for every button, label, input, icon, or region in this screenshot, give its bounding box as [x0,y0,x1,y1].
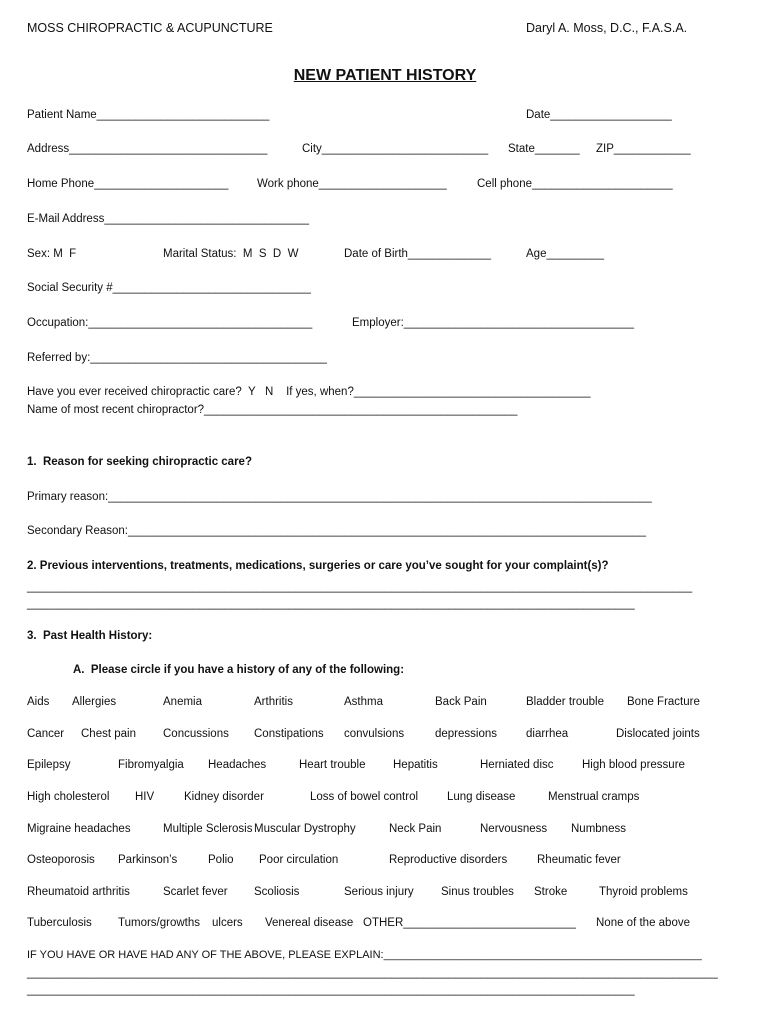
condition-item[interactable]: Osteoporosis [27,854,95,866]
condition-item[interactable]: convulsions [344,728,405,740]
condition-item[interactable]: Kidney disorder [184,791,264,803]
condition-item[interactable]: Tumors/growths [118,917,201,929]
condition-item[interactable]: Stroke [534,886,568,898]
condition-item[interactable]: Polio [208,854,234,866]
date-field[interactable]: Date___________________ [526,109,672,121]
condition-item[interactable]: Allergies [72,696,117,708]
cell-phone-field[interactable]: Cell phone______________________ [477,178,673,190]
chiro-care-field[interactable]: Have you ever received chiropractic care? Y N If yes, when?_____________________________________ [27,386,591,398]
marital-status-field[interactable]: Marital Status: M S D W [163,248,299,260]
condition-item[interactable]: Rheumatoid arthritis [27,886,130,898]
employer-field[interactable]: Employer:____________________________________ [352,317,635,329]
condition-item[interactable]: HIV [135,791,155,803]
other-condition-field[interactable]: OTHER___________________________ [363,917,576,929]
explain-field[interactable]: IF YOU HAVE OR HAVE HAD ANY OF THE ABOVE, PLEASE EXPLAIN:____________________________________________________ [27,949,702,961]
condition-item[interactable]: High blood pressure [582,759,685,771]
condition-item[interactable]: Fibromyalgia [118,759,184,771]
condition-item[interactable]: Headaches [208,759,267,771]
condition-item[interactable]: Herniated disc [480,759,554,771]
condition-item[interactable]: Scoliosis [254,886,300,898]
condition-item[interactable]: Numbness [571,823,626,835]
condition-item[interactable]: Cancer [27,728,65,740]
condition-item[interactable]: Neck Pain [389,823,442,835]
sex-field[interactable]: Sex: M F [27,248,77,260]
secondary-reason-field[interactable]: Secondary Reason:_________________________________________________________________________________ [27,525,647,537]
occupation-field[interactable]: Occupation:___________________________________ [27,317,313,329]
condition-item[interactable]: Back Pain [435,696,487,708]
condition-item[interactable]: Heart trouble [299,759,366,771]
condition-item[interactable]: Concussions [163,728,229,740]
referred-by-field[interactable]: Referred by:_____________________________________ [27,352,327,364]
condition-item[interactable]: Sinus troubles [441,886,514,898]
zip-field[interactable]: ZIP____________ [596,143,691,155]
condition-item[interactable]: None of the above [596,917,690,929]
recent-chiropractor-field[interactable]: Name of most recent chiropractor?_________________________________________________ [27,404,518,416]
condition-item[interactable]: Anemia [163,696,202,708]
patient-name-field[interactable]: Patient Name___________________________ [27,109,270,121]
condition-item[interactable]: diarrhea [526,728,569,740]
condition-item[interactable]: Multiple Sclerosis [163,823,253,835]
age-field[interactable]: Age_________ [526,248,605,260]
condition-item[interactable]: Dislocated joints [616,728,700,740]
condition-item[interactable]: Reproductive disorders [389,854,508,866]
form-title: NEW PATIENT HISTORY [293,67,477,84]
condition-item[interactable]: Menstrual cramps [548,791,640,803]
condition-item[interactable]: Thyroid problems [599,886,688,898]
section3-heading: 3. Past Health History: [27,630,153,642]
section2-line-1[interactable]: ________________________________________________________________________________________________________ [27,581,693,593]
condition-item[interactable]: Parkinson’s [118,854,178,866]
section2-heading: 2. Previous interventions, treatments, medications, surgeries or care you’ve sought for your complaint(s)? [27,560,609,572]
condition-item[interactable]: Epilepsy [27,759,71,771]
condition-item[interactable]: Scarlet fever [163,886,228,898]
dob-field[interactable]: Date of Birth_____________ [344,248,492,260]
condition-item[interactable]: Rheumatic fever [537,854,621,866]
condition-item[interactable]: Hepatitis [393,759,438,771]
condition-item[interactable]: Bladder trouble [526,696,604,708]
condition-item[interactable]: Serious injury [344,886,414,898]
city-field[interactable]: City__________________________ [302,143,489,155]
address-field[interactable]: Address_______________________________ [27,143,268,155]
condition-item[interactable]: Venereal disease [265,917,354,929]
ssn-field[interactable]: Social Security #_______________________________ [27,282,311,294]
condition-item[interactable]: Loss of bowel control [310,791,419,803]
clinic-name: MOSS CHIROPRACTIC & ACUPUNCTURE [27,21,273,35]
work-phone-field[interactable]: Work phone____________________ [257,178,447,190]
condition-item[interactable]: Arthritis [254,696,293,708]
condition-item[interactable]: Constipations [254,728,324,740]
condition-item[interactable]: Aids [27,696,50,708]
condition-item[interactable]: High cholesterol [27,791,110,803]
primary-reason-field[interactable]: Primary reason:_____________________________________________________________________________________ [27,491,652,503]
condition-item[interactable]: Lung disease [447,791,516,803]
explain-line-1[interactable]: ____________________________________________________________________________________________________________ [27,967,718,979]
home-phone-field[interactable]: Home Phone_____________________ [27,178,229,190]
condition-item[interactable]: Nervousness [480,823,548,835]
condition-item[interactable]: ulcers [212,917,243,929]
condition-item[interactable]: Asthma [344,696,383,708]
section1-heading: 1. Reason for seeking chiropractic care? [27,456,252,468]
explain-line-2[interactable]: _______________________________________________________________________________________________ [27,984,635,996]
condition-item[interactable]: Tuberculosis [27,917,92,929]
email-field[interactable]: E-Mail Address________________________________ [27,213,309,225]
condition-item[interactable]: Muscular Dystrophy [254,823,356,835]
condition-item[interactable]: depressions [435,728,498,740]
section3-subheading: A. Please circle if you have a history of any of the following: [73,664,405,676]
condition-item[interactable]: Chest pain [81,728,136,740]
condition-item[interactable]: Bone Fracture [627,696,700,708]
state-field[interactable]: State_______ [508,143,580,155]
condition-item[interactable]: Migraine headaches [27,823,131,835]
section2-line-2[interactable]: _______________________________________________________________________________________________ [27,598,635,610]
doctor-name: Daryl A. Moss, D.C., F.A.S.A. [526,21,688,35]
condition-item[interactable]: Poor circulation [259,854,339,866]
